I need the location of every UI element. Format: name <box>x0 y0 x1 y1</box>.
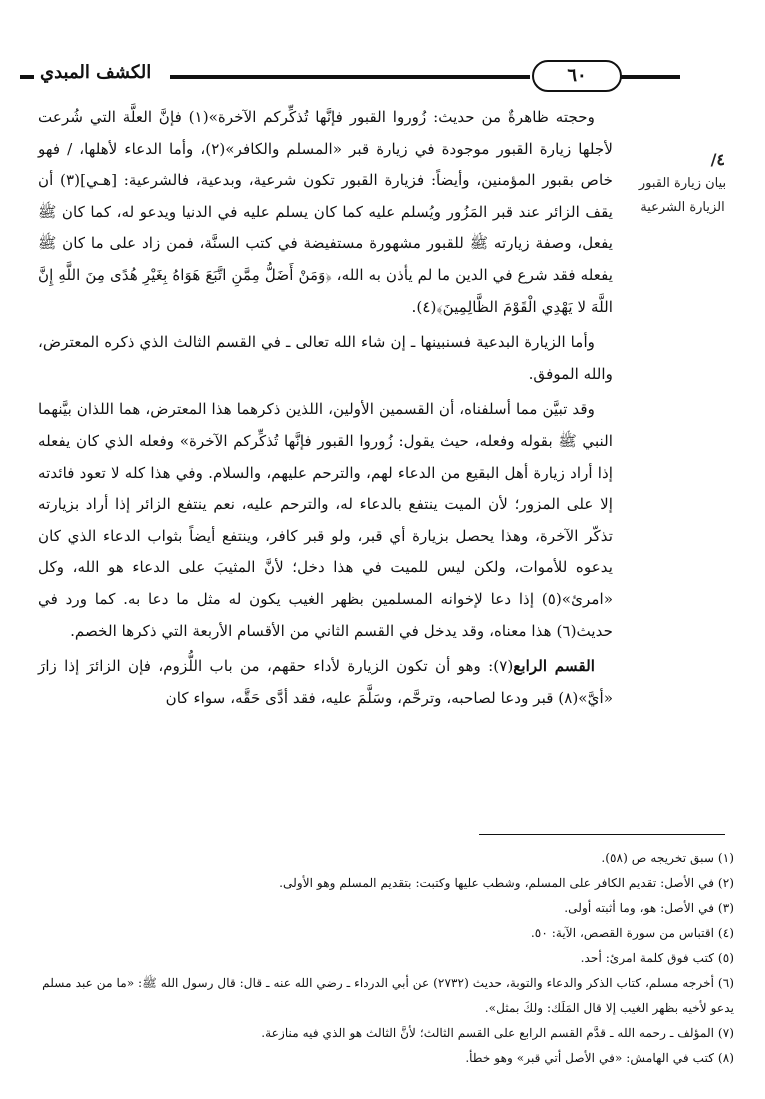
footnote: (٦) أخرجه مسلم، كتاب الذكر والدعاء والتوبة، حديث (٢٧٣٢) عن أبي الدرداء ـ رضي الله عنه ـ قال: قال رسول الله ﷺ: «ما من عبد مسلم يدعو لأخيه بظهر الغيب إلا قال المَلَك: ولكَ بمثل». <box>42 976 734 1015</box>
footnote: (٥) كتب فوق كلمة امرئ: أحد. <box>580 951 734 965</box>
header-rule-left <box>170 75 530 79</box>
running-header <box>20 60 745 94</box>
header-rule-stub <box>20 75 34 79</box>
footnote: (٢) في الأصل: تقديم الكافر على المسلم، وشطب عليها وكتبت: بتقديم المسلم وهو الأولى. <box>279 876 734 890</box>
section-heading: القسم الرابع <box>513 657 595 676</box>
paragraph <box>38 651 613 714</box>
footnote: (٧) المؤلف ـ رحمه الله ـ قدَّم القسم الرابع على القسم الثالث؛ لأنَّ الثالث هو الذي فيه منازعة. <box>261 1026 734 1040</box>
paragraph: وأما الزيارة البدعية فسنبينها ـ إن شاء الله تعالى ـ في القسم الثالث الذي ذكره المعترض، والله الموفق. <box>38 333 613 383</box>
margin-note <box>620 148 745 220</box>
paragraph: وحجته ظاهرةٌ من حديث: زُوروا القبور فإنَّها تُذكِّركم الآخرة»(١) فإنَّ العلَّة التي شُرعت لأجلها زيارة القبور موجودة في زيارة قبر «المسلم والكافر»(٢)، وأما الدعاء لأهلها، / فهو خاص بقبور المؤمنين، وأيضاً: فزيارة القبور تكون شرعية، وبدعية، فالشرعية: [هـي](٣) أن يقف الزائر عند قبر المَزُور ويُسلم عليه كما كان يسلم عليه في الدنيا ويدعو له، كما كان ﷺ يفعل، وصفة زيارته ﷺ للقبور مشهورة مستفيضة في كتب السنَّة، فمن زاد على ما كان ﷺ يفعله فقد شرع في الدين ما لم يأذن به الله، ﴿وَمَنْ أَضَلُّ مِمَّنِ اتَّبَعَ هَوَاهُ بِغَيْرِ هُدًى مِنَ اللَّهِ إِنَّ اللَّهَ لا يَهْدِي الْقَوْمَ الظَّالِمِينَ﴾(٤). <box>38 108 613 316</box>
paragraph: وقد تبيَّن مما أسلفناه، أن القسمين الأولين، اللذين ذكرهما هذا المعترض، هما اللذان بيَّنهما النبي ﷺ بقوله وفعله، حيث يقول: زُوروا القبور فإنَّها تُذكِّركم الآخرة» وفعله الذي كان يفعله إذا أراد زيارة أهل البقيع من الدعاء لهم، والترحم عليهم، والسلام. وفي هذا كله لا تعود فائدته إلا على المزور؛ لأن الميت ينتفع بالدعاء له، والترحم عليه، نعم ينتفع الزائر إذا أراد بزيارته تذكّر الآخرة، وهذا يحصل بزيارة أي قبر، ولو قبر كافر، وينتفع أيضاً بثواب الدعاء الذي كان يدعوه للأموات، ولكن ليس للميت في هذا دخل؛ لأنَّ المثيبَ على الدعاء هو الله، وكل «امرئ»(٥) إذا دعا لإخوانه المسلمين بظهر الغيب يكون له مثل ما دعا به. كما ورد في حديث(٦) هذا معناه، وقد يدخل في القسم الثاني من الأقسام الأربعة التي ذكرها الخصم. <box>38 400 613 640</box>
footnotes <box>40 846 740 1071</box>
footnote: (٤) اقتباس من سورة القصص، الآية: ٥٠. <box>530 926 734 940</box>
header-rule-right <box>620 75 680 79</box>
footnote: (١) سبق تخريجه ص (٥٨). <box>601 851 734 865</box>
paragraph-text: (٧): وهو أن تكون الزيارة لأداء حقهم، من باب اللُّزوم، فإن الزائرَ إذا زارَ «أيَّ»(٨) قبر ودعا لصاحبه، وترحَّم، وسَلَّمَ عليه، فقد أدَّى حَقَّه، سواء كان <box>38 657 613 707</box>
margin-note-number: ٤/ <box>710 150 725 169</box>
footnote: (٨) كتب في الهامش: «في الأصل أتي قبر» وهو خطأ. <box>465 1051 734 1065</box>
footnote-separator <box>479 834 725 835</box>
main-text <box>38 102 613 718</box>
page-number: ٦٠ <box>532 60 622 92</box>
footnote: (٣) في الأصل: هو، وما أثبته أولى. <box>564 901 734 915</box>
book-title: الكشف المبدي <box>40 62 152 83</box>
margin-note-text: بيان زيارة القبور الزيارة الشرعية <box>638 176 727 215</box>
